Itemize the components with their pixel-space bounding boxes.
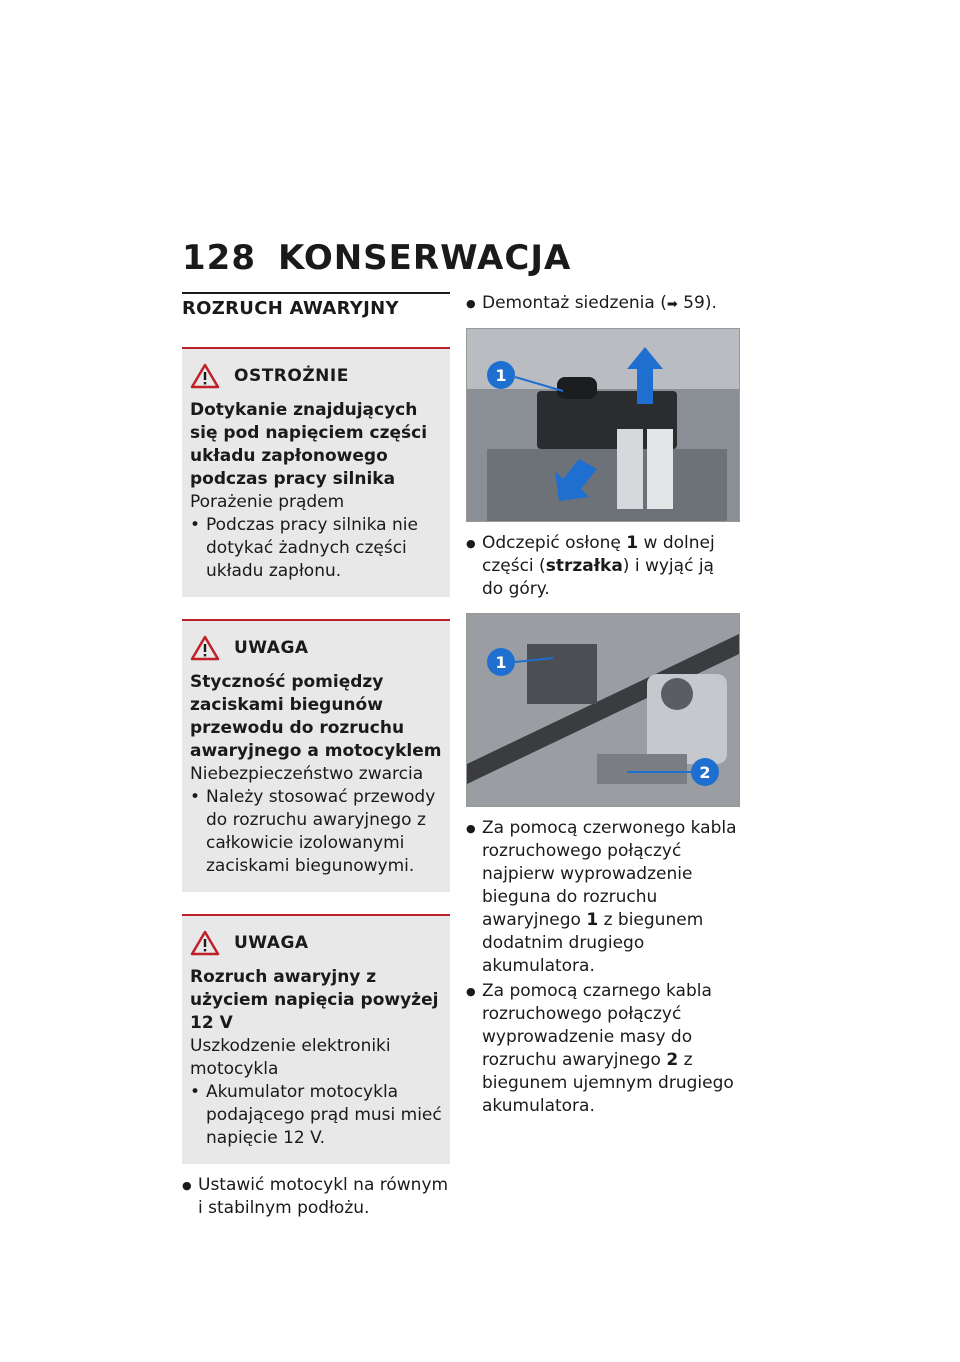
left-column xyxy=(182,292,450,1220)
warning-title: Rozruch awaryjny z użyciem napięcia powyżej 12 V xyxy=(190,967,439,1033)
right-column xyxy=(466,292,738,1118)
warning-action: • Akumulator motocykla podającego prąd musi mieć napięcie 12 V. xyxy=(190,1081,442,1150)
warning-box-caution xyxy=(182,347,450,597)
warning-effect: Niebezpieczeństwo zwarcia xyxy=(190,764,424,784)
chapter-title: KONSERWACJA xyxy=(278,238,572,278)
warning-action: • Podczas pracy silnika nie dotykać żadnych części układu zapłonu. xyxy=(190,514,442,583)
warning-effect: Uszkodzenie elektroniki motocykla xyxy=(190,1036,391,1079)
photo-cover-removal xyxy=(466,328,740,522)
warning-action: • Należy stosować przewody do rozruchu awaryjnego z całkowicie izolowanymi zaciskami biegunowymi. xyxy=(190,786,442,878)
page-number: 128 xyxy=(182,238,256,278)
step-remove-seat: ● Demontaż siedzenia (➡ 59). xyxy=(466,292,738,316)
section-title: ROZRUCH AWARYJNY xyxy=(182,292,450,325)
warning-head xyxy=(190,930,442,956)
step-connect-positive: ● Za pomocą czerwonego kabla rozruchowego połączyć najpierw wyprowadzenie bieguna do rozruchu awaryjnego 1 z biegunem dodatnim drugiego akumulatora. xyxy=(466,817,738,978)
warning-level: UWAGA xyxy=(234,637,309,658)
warning-triangle-icon xyxy=(190,635,220,661)
photo-jump-start-terminals xyxy=(466,613,740,807)
warning-level: OSTROŻNIE xyxy=(234,365,349,386)
warning-title: Dotykanie znajdujących się pod napięciem części układu zapłonowego podczas pracy silnika xyxy=(190,400,428,489)
warning-triangle-icon xyxy=(190,363,220,389)
warning-head xyxy=(190,363,442,389)
warning-effect: Porażenie prądem xyxy=(190,492,345,512)
callout-2: 2 xyxy=(699,763,711,782)
warning-box-notice-2 xyxy=(182,914,450,1164)
callout-1: 1 xyxy=(495,366,507,385)
warning-box-notice-1 xyxy=(182,619,450,892)
warning-triangle-icon xyxy=(190,930,220,956)
callout-1: 1 xyxy=(495,653,507,672)
step-level-ground: ● Ustawić motocykl na równym i stabilnym podłożu. xyxy=(182,1174,450,1220)
step-detach-cover: ● Odczepić osłonę 1 w dolnej części (strzałka) i wyjąć ją do góry. xyxy=(466,532,738,601)
page-ref-arrow-icon: ➡ xyxy=(666,297,678,312)
page-header xyxy=(182,238,571,278)
warning-level: UWAGA xyxy=(234,932,309,953)
step-connect-ground: ● Za pomocą czarnego kabla rozruchowego połączyć wyprowadzenie masy do rozruchu awaryjnego 2 z biegunem ujemnym drugiego akumulatora. xyxy=(466,980,738,1118)
warning-head xyxy=(190,635,442,661)
warning-title: Styczność pomiędzy zaciskami biegunów przewodu do rozruchu awaryjnego a motocyklem xyxy=(190,672,442,761)
